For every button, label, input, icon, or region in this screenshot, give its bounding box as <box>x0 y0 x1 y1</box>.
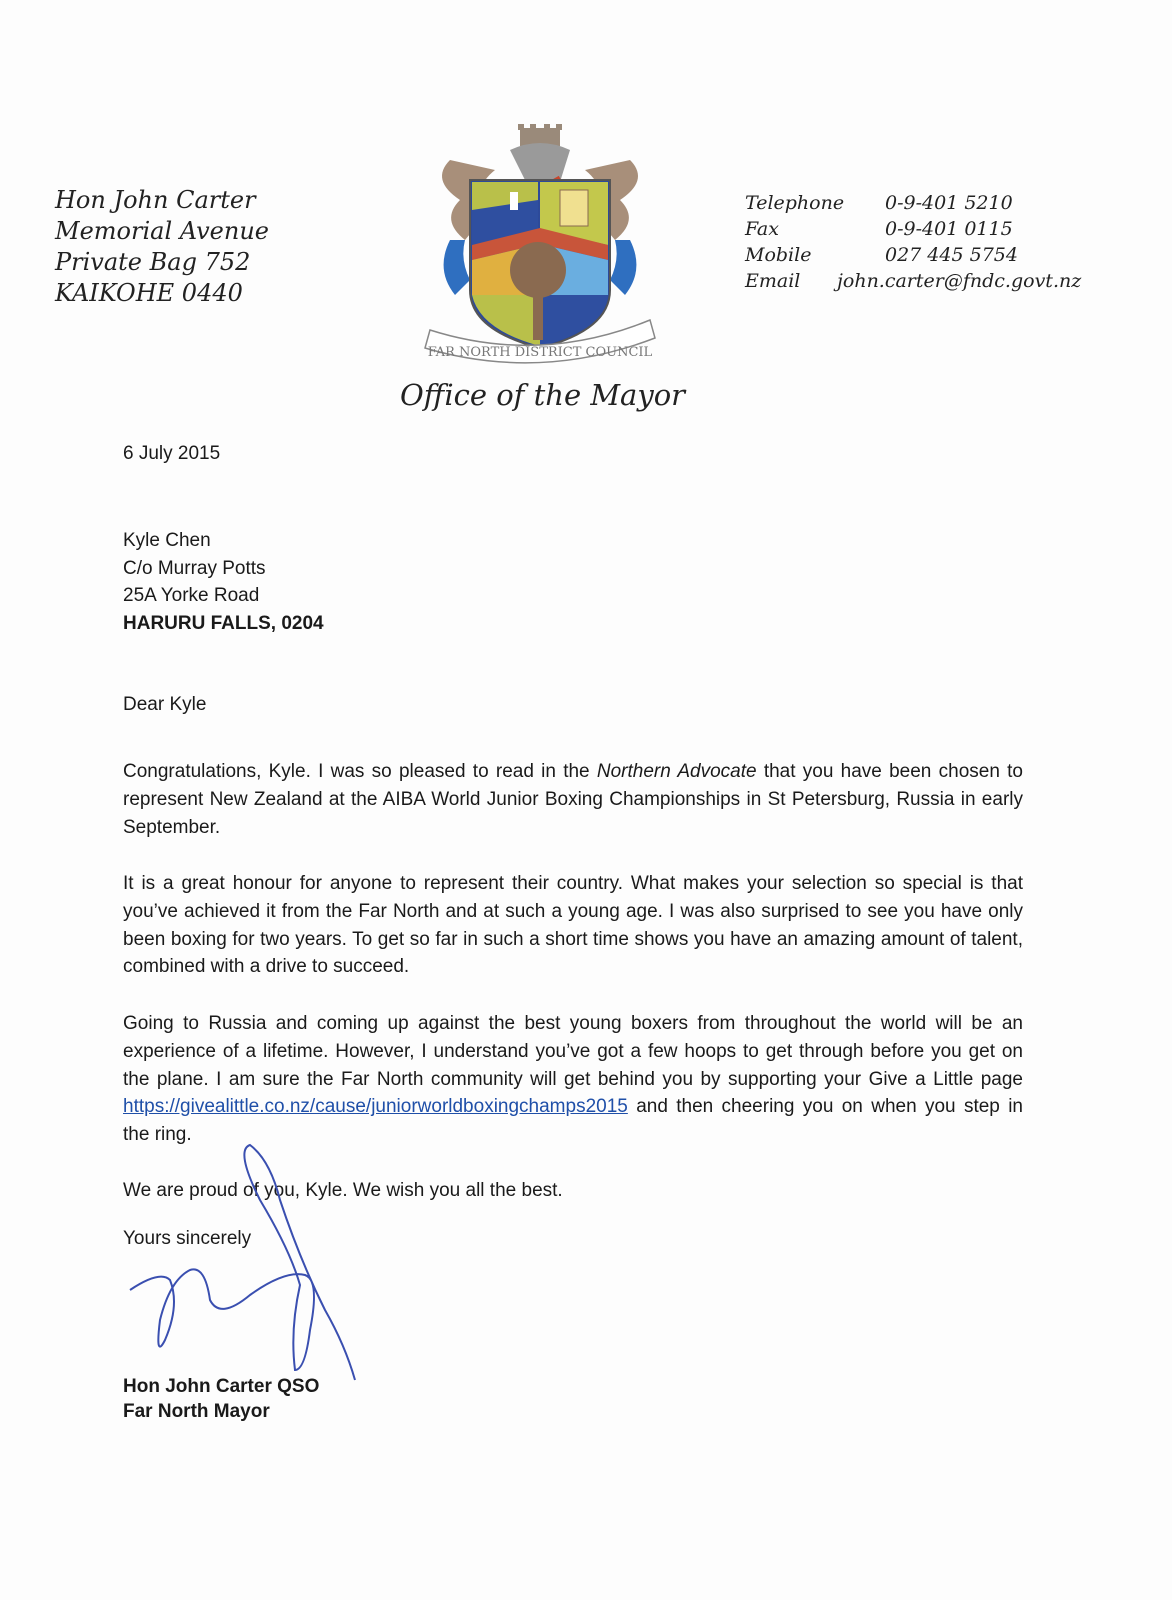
mobile-value: 027 445 5754 <box>885 244 1018 266</box>
paragraph-text: that you have been chosen to represent New Zealand at the AIBA World Junior Boxing Championships in St Petersburg, Russia in early September. <box>123 761 1023 838</box>
svg-text:FAR NORTH DISTRICT COUNCIL: FAR NORTH DISTRICT COUNCIL <box>427 345 653 360</box>
closing: Yours sincerely <box>123 1228 252 1249</box>
telephone-label: Telephone <box>745 192 845 214</box>
email-value: john.carter@fndc.govt.nz <box>837 270 1082 292</box>
givealittle-link[interactable]: https://givealittle.co.nz/cause/juniorworldboxingchamps2015 <box>123 1096 628 1118</box>
mobile-row <box>745 242 1081 268</box>
recipient-care-of: C/o Murray Potts <box>123 557 266 579</box>
email-row <box>745 268 1081 294</box>
paragraph-honour: It is a great honour for anyone to represent their country. What makes your selection so special is that you’ve achieved it from the Far North and at such a young age. I was also surprised to see you have only been boxing for two years. To get so far in such a short time shows you have an amazing amount of talent, combined with a drive to succeed. <box>123 873 1023 978</box>
sender-po-box: Private Bag 752 <box>55 248 251 276</box>
sender-name: Hon John Carter <box>55 186 256 214</box>
paragraph-text: Congratulations, Kyle. I was so pleased to read in the <box>123 761 597 782</box>
council-crest-logo <box>410 120 670 370</box>
email-label: Email <box>745 270 801 292</box>
sender-town: KAIKOHE 0440 <box>55 279 243 307</box>
fax-value: 0-9-401 0115 <box>885 218 1013 240</box>
mobile-label: Mobile <box>745 244 812 266</box>
paragraph-proud: We are proud of you, Kyle. We wish you all the best. <box>123 1180 563 1201</box>
sender-address <box>55 185 269 309</box>
recipient-city: HARURU FALLS, 0204 <box>123 612 324 634</box>
fax-row <box>745 216 1081 242</box>
letter-date: 6 July 2015 <box>123 443 221 464</box>
paragraph-text: and then cheering you on when you step in the ring. <box>123 1096 1023 1146</box>
sender-street: Memorial Avenue <box>55 217 269 245</box>
telephone-row <box>745 190 1081 216</box>
signatory-block <box>123 1374 319 1424</box>
recipient-street: 25A Yorke Road <box>123 585 260 606</box>
recipient-address <box>123 527 324 637</box>
paragraph-congratulations <box>123 758 1023 841</box>
handwritten-signature-icon <box>110 1130 370 1400</box>
signatory-name: Hon John Carter QSO <box>123 1376 320 1397</box>
telephone-value: 0-9-401 5210 <box>885 192 1013 214</box>
newspaper-name: Northern Advocate <box>596 761 757 782</box>
coat-of-arms-icon <box>410 120 670 370</box>
salutation: Dear Kyle <box>123 694 207 715</box>
fax-label: Fax <box>745 218 779 240</box>
signatory-title: Far North Mayor <box>123 1401 270 1422</box>
contact-details <box>745 190 1081 294</box>
recipient-name: Kyle Chen <box>123 530 211 551</box>
office-title: Office of the Mayor <box>400 378 686 412</box>
paragraph-text: Going to Russia and coming up against the best young boxers from throughout the world will be an experience of a lifetime. However, I understand you’ve got a few hoops to get through before you get on the plane. I am sure the Far North community will get behind you by supporting your Give a Little page <box>123 1013 1023 1090</box>
paragraph-russia <box>123 1010 1023 1149</box>
